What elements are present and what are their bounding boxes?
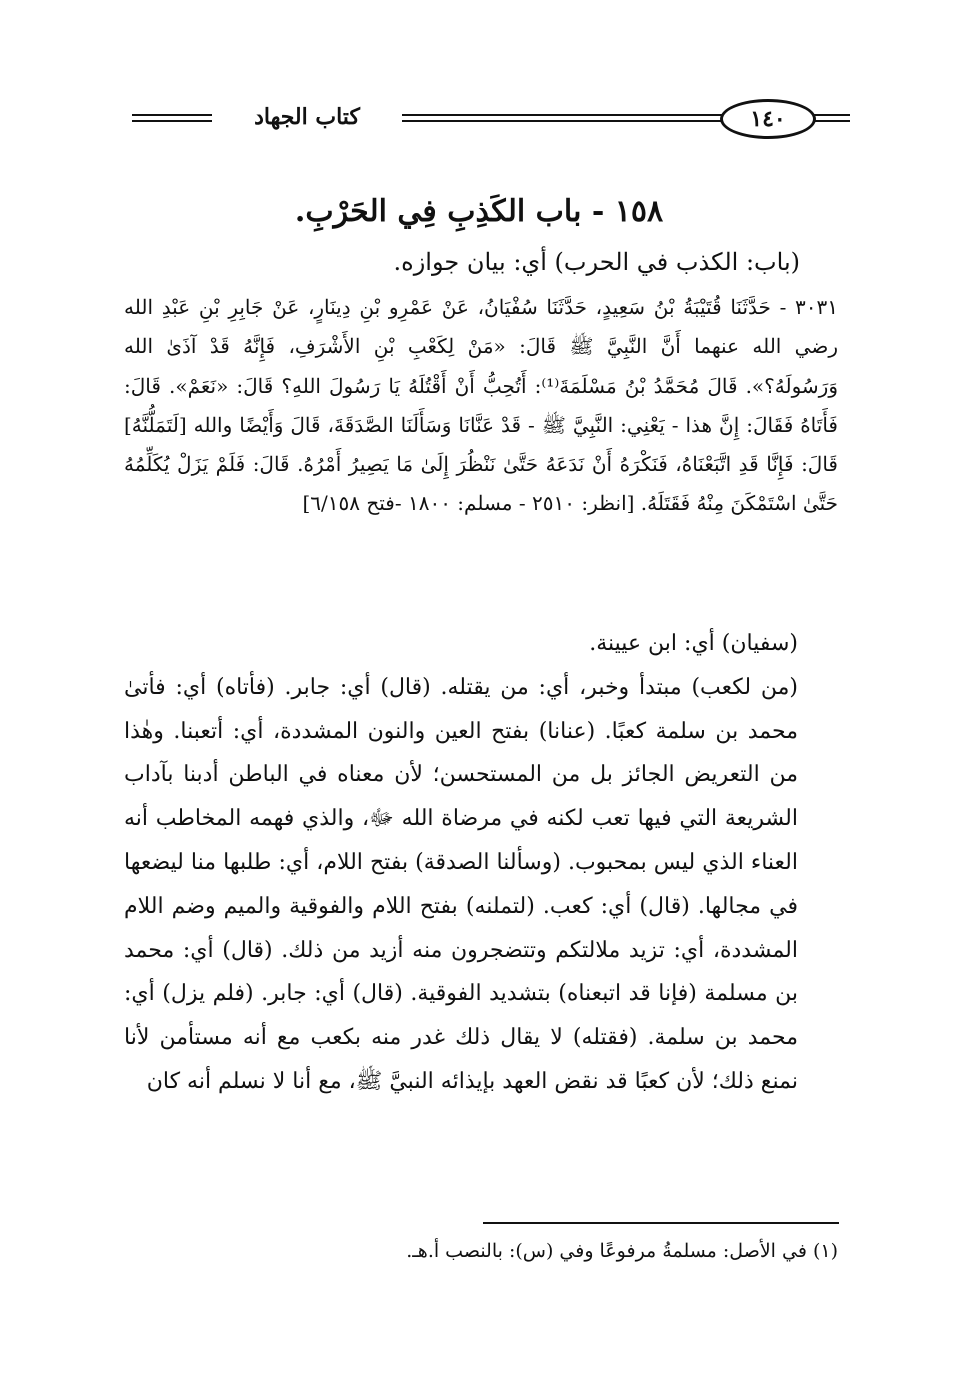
commentary-paragraph: (من لكعب) مبتدأ وخبر، أي: من يقتله. (قال) أي: جابر. (فأتاه) أي: فأتىٰ محمد بن سلمة كعبًا. (عنانا) بفتح العين والنون المشددة، أي: أتعبنا. وهٰذا من التعريض الجائز بل من المستحسن؛ لأن معناه في الباطن أدبنا بآداب الشريعة التي فيها تعب لكنه في مرضاة الله ﷻ، والذي فهمه المخاطب أنه العناء الذي ليس بمحبوب. (وسألنا الصدقة) بفتح اللام، أي: طلبها منا ليضعها في مجالها. (قال) أي: كعب. (لتملنه) بفتح اللام والفوقية والميم وضم اللام المشددة، أي: تزيد ملالتكم وتتضجرون منه أزيد من ذلك. (قال) أي: محمد بن مسلمة (فإنا قد اتبعناه) بتشديد الفوقية. (قال) أي: جابر. (فلم يزل) أي: محمد بن سلمة. (فقتله) لا يقال ذلك غدر منه بكعب مع أنه مستأمن لأنا نمنع ذلك؛ لأن كعبًا قد نقض العهد بإيذائه النبيَّ ﷺ، مع أنا لا نسلم أنه كان — [124, 674, 799, 1094]
book-title: كتاب الجهاد — [212, 100, 402, 134]
footnote-separator — [483, 1222, 839, 1224]
chapter-heading: ١٥٨ - باب الكَذِبِ فِي الحَرْبِ. — [294, 194, 664, 229]
chapter-intro: (باب: الكذب في الحرب) أي: بيان جوازه. — [393, 248, 800, 276]
running-header — [120, 98, 840, 150]
commentary — [124, 622, 838, 1104]
hadith-paragraph: ٣٠٣١ - حَدَّثَنَا قُتَيْبَةُ بْنُ سَعِيدٍ، حَدَّثَنَا سُفْيَانُ، عَنْ عَمْرِو بْنِ دِينَارٍ، عَنْ جَابِرِ بْنِ عَبْدِ الله رضي الله عنهما أَنَّ النَّبِيَّ ﷺ قَالَ: «مَنْ لِكَعْبِ بْنِ الأَشْرَفِ، فَإِنَّهُ قَدْ آذَىٰ الله وَرَسُولَهُ؟». قَالَ مُحَمَّدُ بْنُ مَسْلَمَةَ⁽¹⁾: أَتُحِبُّ أَنْ أَقْتُلَهُ يَا رَسُولَ اللهِ؟ قَالَ: «نَعَمْ». قَالَ: فَأَتَاهُ فَقَالَ: إِنَّ هذا - يَعْنِي: النَّبِيَّ ﷺ - قَدْ عَنَّانَا وَسَأَلَنَا الصَّدَقَةَ، قَالَ وَأَيْضًا والله [لَتَمَلُّنَّهُ] قَالَ: فَإِنَّا قَدِ اتَّبَعْنَاهُ، فَنَكْرَهُ أَنْ نَدَعَهُ حَتَّىٰ نَنْظُرَ إِلَىٰ مَا يَصِيرُ أَمْرُهُ. قَالَ: فَلَمْ يَزَلْ يُكَلِّمُهُ حَتَّىٰ اسْتَمْكَنَ مِنْهُ فَقَتَلَهُ. [انظر: ٢٥١٠ - مسلم: ١٨٠٠ -فتح ٦/١٥٨] — [124, 295, 839, 516]
hadith-text — [124, 288, 838, 524]
commentary-paragraph: (سفيان) أي: ابن عيينة. — [589, 631, 798, 656]
page-number: ١٤٠ — [720, 99, 816, 139]
footnote: (١) في الأصل: مسلمةُ مرفوعًا وفي (س): بالنصب أ.هـ. — [406, 1240, 838, 1262]
